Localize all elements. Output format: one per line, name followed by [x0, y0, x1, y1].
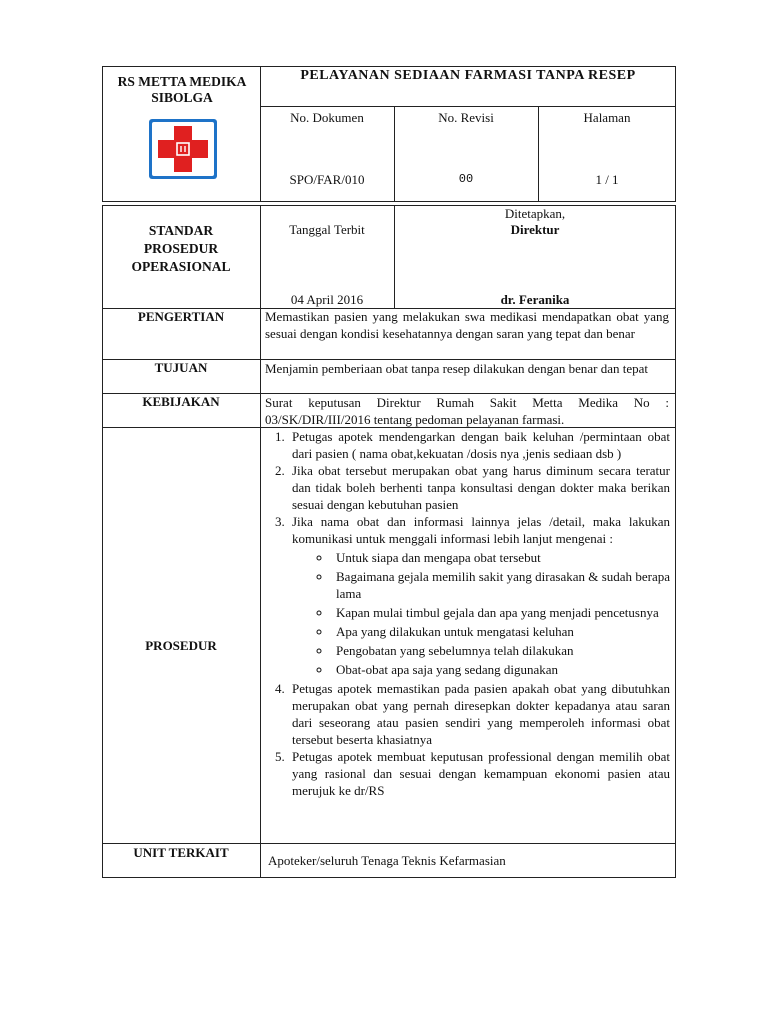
direktur-name: dr. Feranika — [500, 292, 570, 307]
prosedur-step-4: 4. Petugas apotek memastikan pada pasien apakah obat yang dibutuhkan merupakan obat yang pernah diresepkan dokter kepadanya atau saran dari seseorang atau pasien sendiri yang memperoleh informasi obat tersebut beserta khasiatnya — [288, 680, 670, 748]
tanggal-terbit-label: Tanggal Terbit — [289, 222, 365, 237]
list-item: ◦ Obat-obat apa saja yang sedang digunakan — [332, 661, 670, 678]
pengertian-text: Memastikan pasien yang melakukan swa medikasi mendapatkan obat yang sesuai dengan kondisi kesehatannya dengan saran yang tepat dan benar — [265, 309, 669, 341]
halaman-value: 1 / 1 — [595, 172, 619, 187]
tujuan-label: TUJUAN — [154, 360, 208, 375]
unit-terkait-label: UNIT TERKAIT — [133, 845, 229, 860]
ditetapkan-text: Ditetapkan, — [504, 206, 566, 221]
unit-terkait-text: Apoteker/seluruh Tenaga Teknis Kefarmasian — [268, 853, 506, 868]
document-title: PELAYANAN SEDIAAN FARMASI TANPA RESEP — [300, 68, 636, 83]
no-dokumen-value: SPO/FAR/010 — [289, 172, 365, 187]
no-revisi-value: 00 — [458, 172, 474, 186]
direktur-title: Direktur — [510, 222, 560, 237]
prosedur-step-2: 2. Jika obat tersebut merupakan obat yang harus diminum secara teratur dan tidak boleh berhenti tanpa konsultasi dengan dokter maka berikan sesuai dengan kebutuhan pasien — [288, 462, 670, 513]
no-revisi-label: No. Revisi — [438, 110, 494, 125]
prosedur-bullets — [292, 549, 670, 678]
prosedur-label: PROSEDUR — [145, 638, 217, 653]
no-dokumen-label: No. Dokumen — [290, 110, 364, 125]
tujuan-text: Menjamin pemberiaan obat tanpa resep dilakukan dengan benar dan tepat — [265, 361, 648, 376]
list-item: ◦ Pengobatan yang sebelumnya telah dilakukan — [332, 642, 670, 659]
kebijakan-text: Surat keputusan Direktur Rumah Sakit Metta Medika No : 03/SK/DIR/III/2016 tentang pedoman pelayanan farmasi. — [265, 395, 669, 427]
hospital-name: RS METTA MEDIKA SIBOLGA — [117, 74, 247, 105]
prosedur-step-3: 3. Jika nama obat dan informasi lainnya jelas /detail, maka lakukan komunikasi untuk menggali informasi lebih lanjut mengenai : ◦ Untuk siapa dan mengapa obat tersebut ◦ Bagaimana gejala memilih sakit yang dirasakan & sudah berapa lama ◦ Kapan mulai timbul gejala dan apa yang menjadi pencetusnya ◦ Apa yang dilakukan untuk mengatasi keluhan ◦ Pengobatan yang sebelumnya telah dilakukan ◦ Obat-obat apa saja yang sedang digunakan — [288, 513, 670, 678]
pengertian-label: PENGERTIAN — [137, 309, 225, 324]
kebijakan-label: KEBIJAKAN — [142, 394, 220, 409]
prosedur-list — [262, 428, 670, 799]
spo-label: STANDAR PROSEDUR OPERASIONAL — [131, 223, 231, 274]
tanggal-terbit-value: 04 April 2016 — [290, 292, 364, 307]
list-item: ◦ Bagaimana gejala memilih sakit yang dirasakan & sudah berapa lama — [332, 568, 670, 602]
prosedur-step-5: 5. Petugas apotek membuat keputusan professional dengan memilih obat yang rasional dan sesuai dengan kemampuan ekonomi pasien atau merujuk ke dr/RS — [288, 748, 670, 799]
hospital-logo — [148, 118, 218, 180]
list-item: ◦ Untuk siapa dan mengapa obat tersebut — [332, 549, 670, 566]
halaman-label: Halaman — [583, 110, 631, 125]
red-cross-logo-icon — [148, 118, 218, 180]
list-item: ◦ Apa yang dilakukan untuk mengatasi keluhan — [332, 623, 670, 640]
prosedur-step-1: 1. Petugas apotek mendengarkan dengan baik keluhan /permintaan obat dari pasien ( nama obat,kekuatan /dosis nya ,jenis sediaan dsb ) — [288, 428, 670, 462]
list-item: ◦ Kapan mulai timbul gejala dan apa yang menjadi pencetusnya — [332, 604, 670, 621]
